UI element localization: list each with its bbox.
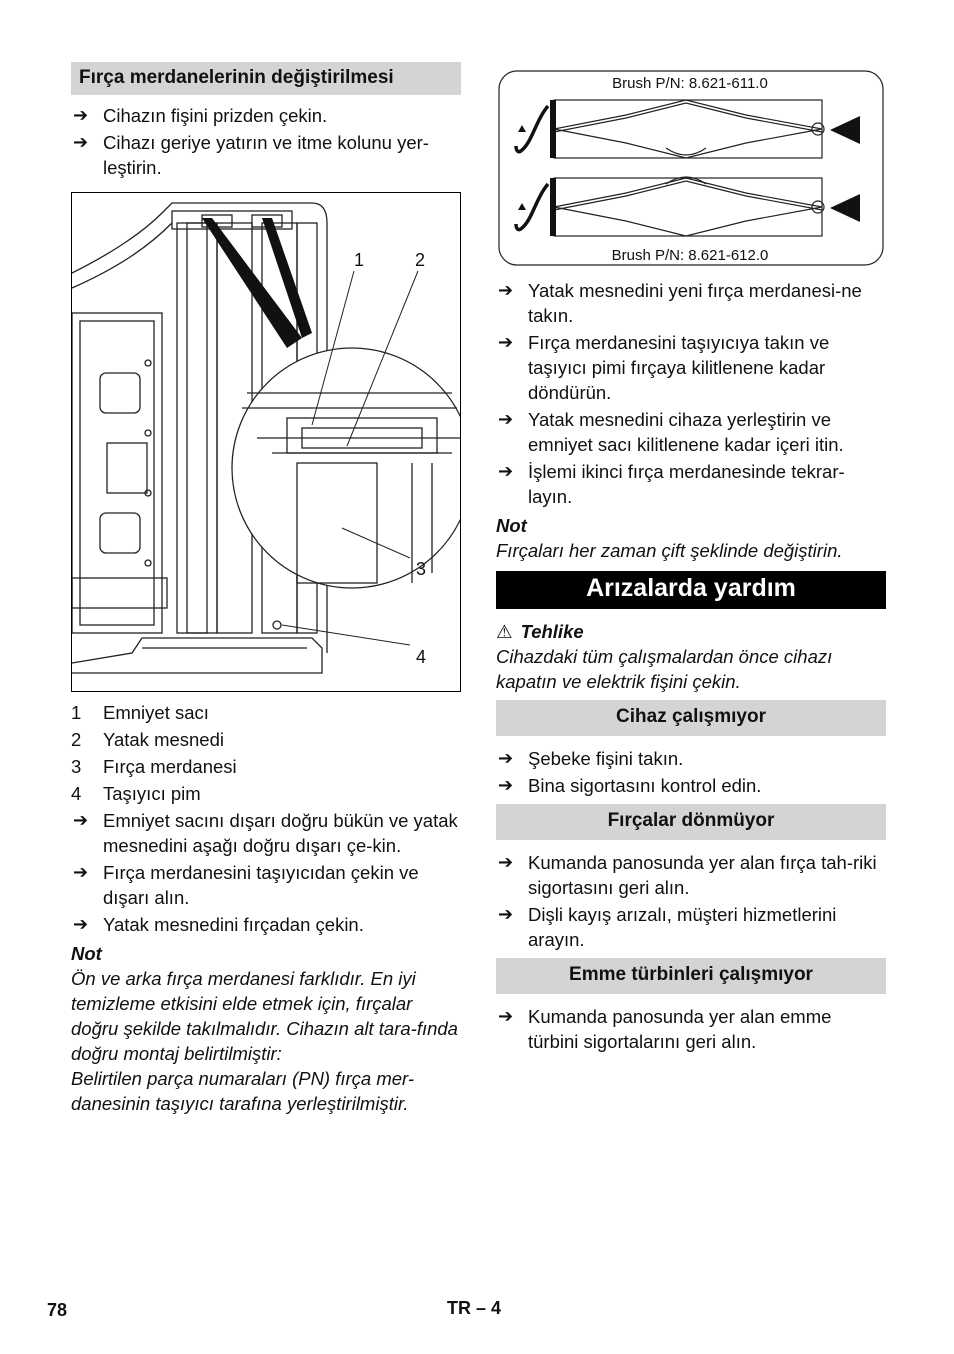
subsection-title: Cihaz çalışmıyor [496,700,886,736]
step-item: ➔ Yatak mesnedini fırçadan çekin. [73,914,364,935]
step-item: ➔ Fırça merdanesini taşıyıcıya takın ve taşıyıcı pimi fırçaya kilitlenene kadar döndürün. [498,332,830,403]
step-item: ➔ Cihazın fişini prizden çekin. [73,105,328,126]
arrow-right-icon: ➔ [498,748,514,768]
step-item: ➔ Kumanda panosunda yer alan emme türbini sigortalarını geri alın. [498,1006,832,1052]
right-column [496,70,886,1056]
subsection-title: Fırçalar dönmüyor [496,804,886,840]
note-title: Not [496,515,527,536]
language-page-marker: TR – 4 [447,1298,502,1318]
arrow-right-icon: ➔ [73,132,89,152]
section-title-brush-replacement: Fırça merdanelerinin değiştirilmesi [71,62,461,95]
arrow-right-icon: ➔ [498,280,514,300]
step-item: ➔ Yatak mesnedini cihaza yerleştirin ve emniyet sacı kilitlenene kadar içeri itin. [498,409,844,455]
legend-item: 4 Taşıyıcı pim [71,783,201,804]
callout-2: 2 [415,250,426,270]
step-item: ➔ Emniyet sacını dışarı doğru bükün ve yatak mesnedini aşağı doğru dışarı çe-kin. [73,810,458,856]
arrow-right-icon: ➔ [498,332,514,352]
step-item: ➔ Fırça merdanesini taşıyıcıdan çekin ve dışarı alın. [73,862,419,908]
brush-top-label: Brush P/N: 8.621-611.0 [612,75,768,92]
step-item: ➔ İşlemi ikinci fırça merdanesinde tekrar-layın. [498,461,845,507]
callout-1: 1 [354,250,365,270]
step-item: ➔ Bina sigortasını kontrol edin. [498,775,762,796]
page-number: 78 [47,1300,68,1320]
note-title: Not [71,943,102,964]
arrow-right-icon: ➔ [498,409,514,429]
warning-triangle-icon: ⚠ [496,621,513,642]
left-column [71,62,461,1116]
arrow-right-icon: ➔ [498,775,514,795]
note-body: Ön ve arka fırça merdanesi farklıdır. En iyi temizleme etkisini elde etmek için, fırçalar doğru şekilde takılmalıdır. Cihazın alt tara-fında doğru montaj belirtilmiştir: [71,968,458,1064]
arrow-right-icon: ➔ [498,1006,514,1026]
chapter-title-troubleshooting: Arızalarda yardım [496,571,886,609]
subsection-title: Emme türbinleri çalışmıyor [496,958,886,994]
step-item: ➔ Şebeke fişini takın. [498,748,684,769]
step-item: ➔ Cihazı geriye yatırın ve itme kolunu yer-leştirin. [73,132,429,178]
callout-3: 3 [416,559,427,579]
arrow-right-icon: ➔ [73,105,89,125]
legend-item: 3 Fırça merdanesi [71,756,237,777]
brush-rollers-drawing [496,70,884,266]
step-item: ➔ Yatak mesnedini yeni fırça merdanesi-ne takın. [498,280,862,326]
legend-item: 1 Emniyet sacı [71,702,209,723]
arrow-right-icon: ➔ [498,461,514,481]
brush-part-number-figure [496,70,884,266]
arrow-right-icon: ➔ [73,810,89,830]
danger-title: ⚠ Tehlike [496,621,584,642]
note-body: Fırçaları her zaman çift şeklinde değiştirin. [496,540,843,561]
step-item: ➔ Dişli kayış arızalı, müşteri hizmetlerini arayın. [498,904,837,950]
arrow-right-icon: ➔ [73,914,89,934]
brush-bottom-label: Brush P/N: 8.621-612.0 [611,247,769,264]
note-body: Belirtilen parça numaraları (PN) fırça mer-danesinin taşıyıcı tarafına yerleştirilmiştir. [71,1068,415,1114]
brush-assembly-figure [71,192,461,692]
arrow-right-icon: ➔ [498,904,514,924]
legend-item: 2 Yatak mesnedi [71,729,224,750]
brush-assembly-drawing [72,193,460,691]
arrow-right-icon: ➔ [73,862,89,882]
callout-4: 4 [416,647,427,667]
arrow-right-icon: ➔ [498,852,514,872]
step-item: ➔ Kumanda panosunda yer alan fırça tah-riki sigortasını geri alın. [498,852,877,898]
danger-body: Cihazdaki tüm çalışmalardan önce cihazı kapatın ve elektrik fişini çekin. [496,646,833,692]
